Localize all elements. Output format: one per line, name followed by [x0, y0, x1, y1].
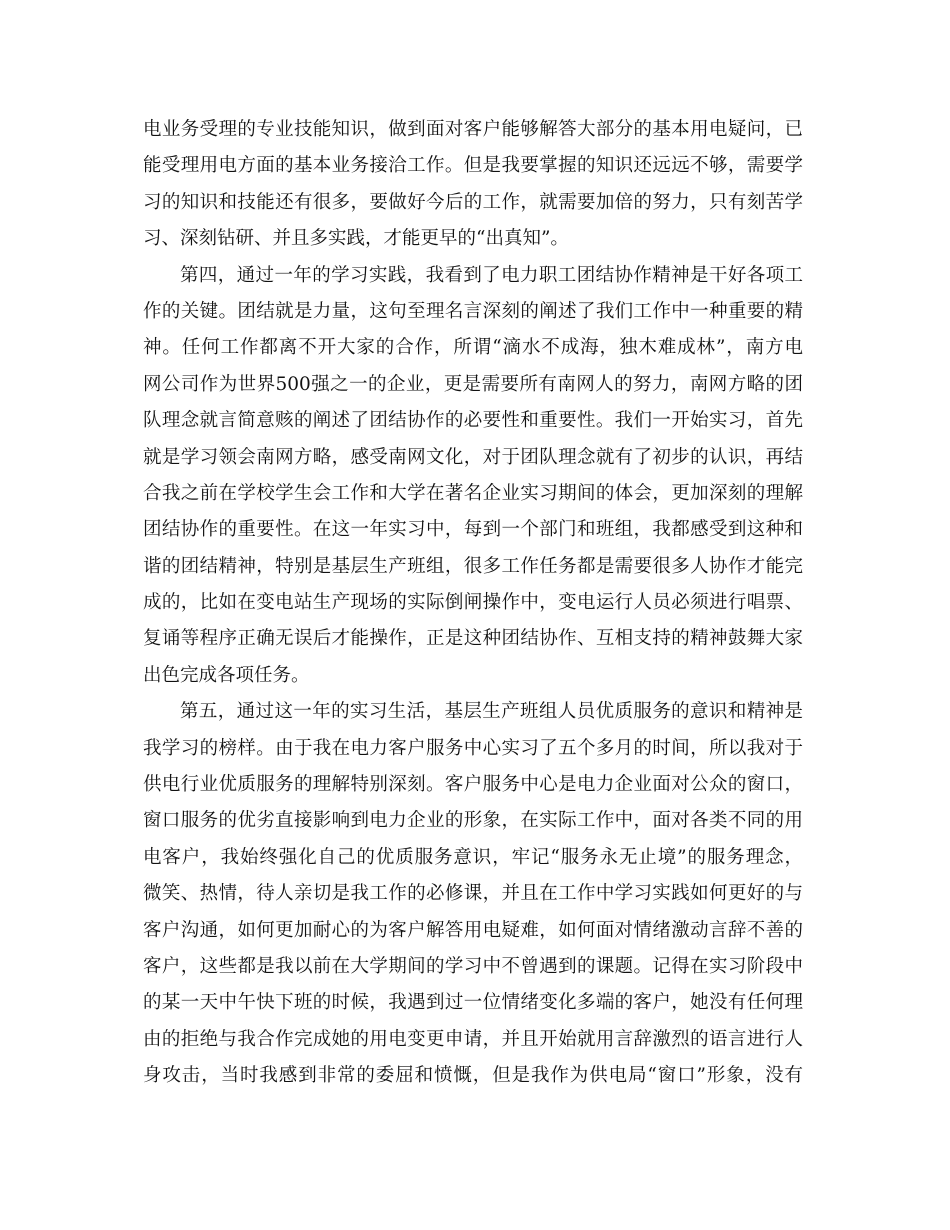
- document-body: [143, 112, 803, 1095]
- text-line: 供电行业优质服务的理解特别深刻。客户服务中心是电力企业面对公众的窗口，: [143, 774, 803, 796]
- text-line: 团结协作的重要性。在这一年实习中，每到一个部门和班组，我都感受到这种和: [143, 519, 803, 541]
- text-line: 微笑、热情，待人亲切是我工作的必修课，并且在工作中学习实践如何更好的与: [143, 883, 803, 905]
- text-line: 习的知识和技能还有很多，要做好今后的工作，就需要加倍的努力，只有刻苦学: [143, 191, 803, 213]
- text-line: 能受理用电方面的基本业务接洽工作。但是我要掌握的知识还远远不够，需要学: [143, 155, 803, 177]
- paragraph-first-line: 第五，通过这一年的实习生活，基层生产班组人员优质服务的意识和精神是: [180, 701, 803, 723]
- text-line: 客户，这些都是我以前在大学期间的学习中不曾遇到的课题。记得在实习阶段中: [143, 955, 803, 977]
- text-line: 电客户，我始终强化自己的优质服务意识，牢记“服务永无止境”的服务理念，: [143, 846, 803, 868]
- text-line: 作的关键。团结就是力量，这句至理名言深刻的阐述了我们工作中一种重要的精: [143, 300, 803, 322]
- text-line: 的某一天中午快下班的时候，我遇到过一位情绪变化多端的客户，她没有任何理: [143, 992, 803, 1014]
- text-line: 窗口服务的优劣直接影响到电力企业的形象，在实际工作中，面对各类不同的用: [143, 810, 803, 832]
- text-line: 网公司作为世界500强之一的企业，更是需要所有南网人的努力，南网方略的团: [143, 373, 803, 395]
- paragraph-first-line: 第四，通过一年的学习实践，我看到了电力职工团结协作精神是干好各项工: [180, 264, 803, 286]
- text-line: 身攻击，当时我感到非常的委屈和愤慨，但是我作为供电局“窗口”形象，没有: [143, 1065, 803, 1087]
- text-line: 合我之前在学校学生会工作和大学在著名企业实习期间的体会，更加深刻的理解: [143, 482, 803, 504]
- text-line: 成的，比如在变电站生产现场的实际倒闸操作中，变电运行人员必须进行唱票、: [143, 592, 803, 614]
- text-line: 队理念就言简意赅的阐述了团结协作的必要性和重要性。我们一开始实习，首先: [143, 410, 803, 432]
- text-line: 电业务受理的专业技能知识，做到面对客户能够解答大部分的基本用电疑问，已: [143, 119, 803, 140]
- text-line: 就是学习领会南网方略，感受南网文化，对于团队理念就有了初步的认识，再结: [143, 446, 803, 468]
- text-line: 由的拒绝与我合作完成她的用电变更申请，并且开始就用言辞激烈的语言进行人: [143, 1028, 803, 1050]
- text-line: 我学习的榜样。由于我在电力客户服务中心实习了五个多月的时间，所以我对于: [143, 737, 803, 759]
- text-line: 客户沟通，如何更加耐心的为客户解答用电疑难，如何面对情绪激动言辞不善的: [143, 919, 803, 941]
- text-line: 神。任何工作都离不开大家的合作，所谓“滴水不成海，独木难成林”，南方电: [143, 337, 803, 359]
- text-line: 出色完成各项任务。: [143, 664, 310, 686]
- text-line: 习、深刻钻研、并且多实践，才能更早的“出真知”。: [143, 228, 569, 250]
- text-line: 复诵等程序正确无误后才能操作，正是这种团结协作、互相支持的精神鼓舞大家: [143, 628, 803, 650]
- text-line: 谐的团结精神，特别是基层生产班组，很多工作任务都是需要很多人协作才能完: [143, 555, 803, 577]
